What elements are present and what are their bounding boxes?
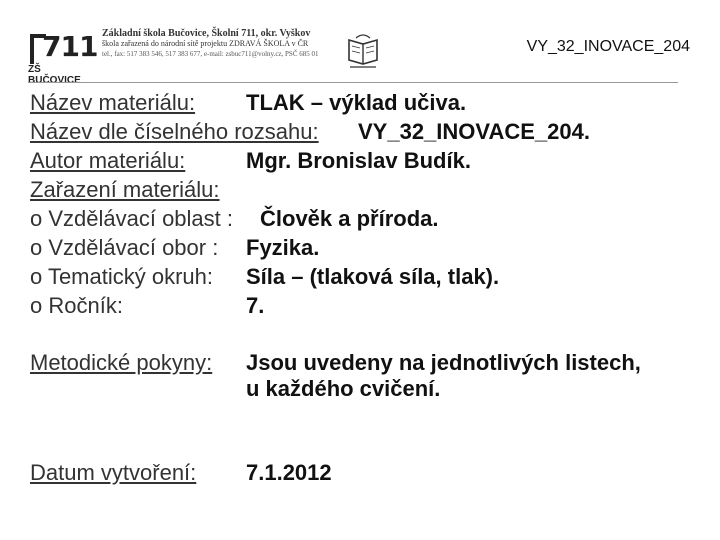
book-icon: [346, 30, 380, 70]
field-value: 7.: [246, 293, 265, 318]
field-label: o Tematický okruh:: [30, 264, 214, 289]
field-label: Název materiálu:: [30, 90, 196, 115]
notes-value: [246, 350, 641, 402]
school-contact: tel., fax: 517 383 546, 517 383 677, e-mail: zsbuc711@volny.cz, PSČ 685 01: [102, 50, 319, 58]
material-code: VY_32_INOVACE_204: [526, 38, 690, 55]
field-label: Zařazení materiálu:: [30, 177, 220, 202]
logo-number: 711: [42, 30, 98, 63]
field-label: o Ročník:: [30, 293, 123, 318]
notes-label: Metodické pokyny:: [30, 350, 213, 375]
field-label: Název dle číselného rozsahu:: [30, 119, 319, 144]
notes-line-1: Jsou uvedeny na jednotlivých listech,: [246, 350, 641, 375]
document-header: [28, 26, 690, 86]
notes-line-2: u každého cvičení.: [246, 376, 441, 401]
school-info: [102, 29, 346, 59]
field-label: o Vzdělávací oblast :: [30, 206, 234, 231]
logo-subtitle: ZŠ BUČOVICE: [28, 64, 81, 86]
school-name: Základní škola Bučovice, Školní 711, okr. Vyškov: [102, 28, 311, 39]
header-divider: [28, 82, 678, 83]
field-label: Autor materiálu:: [30, 148, 186, 173]
date-label: Datum vytvoření:: [30, 460, 197, 485]
field-value: Člověk a příroda.: [260, 206, 439, 231]
field-label: o Vzdělávací obor :: [30, 235, 219, 260]
field-value: Fyzika.: [246, 235, 320, 260]
field-value: Mgr. Bronislav Budík.: [246, 148, 471, 173]
field-value: TLAK – výklad učiva.: [246, 90, 467, 115]
school-logo: [28, 30, 98, 86]
date-value: 7.1.2012: [246, 460, 332, 485]
field-value: Síla – (tlaková síla, tlak).: [246, 264, 500, 289]
field-value: VY_32_INOVACE_204.: [358, 119, 590, 144]
school-project: škola zařazená do národní sítě projektu ZDRAVÁ ŠKOLA v ČR: [102, 39, 309, 48]
